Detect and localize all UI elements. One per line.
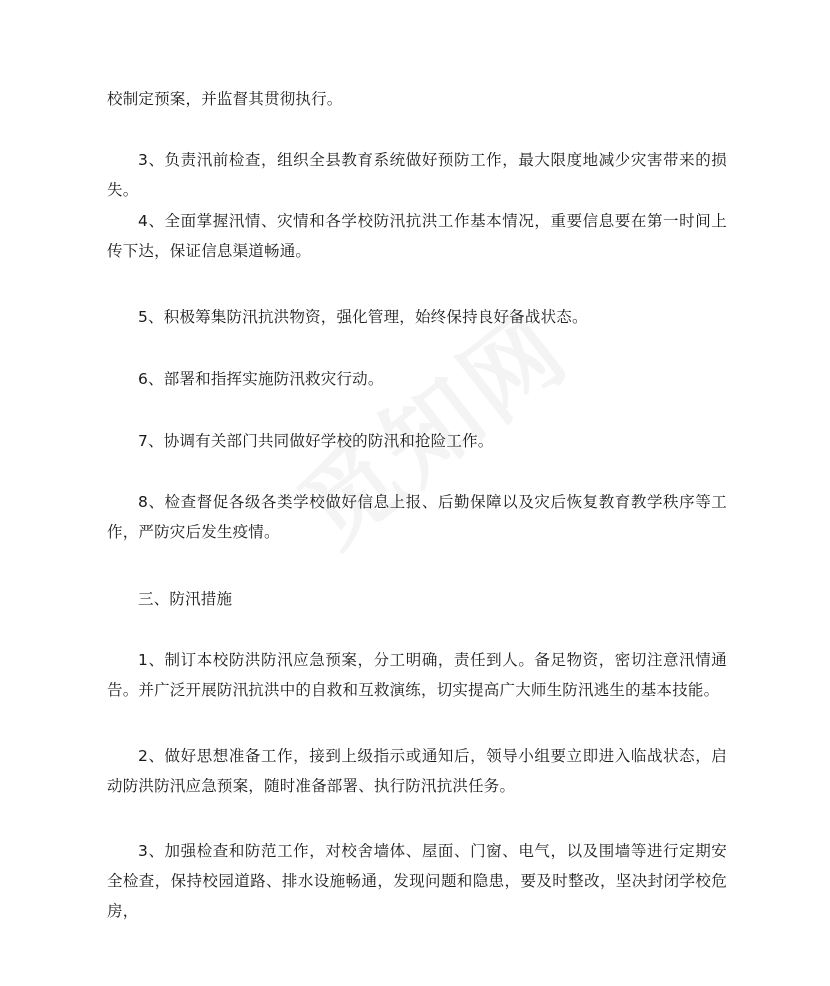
paragraph-item-3: 3、负责汛前检查，组织全县教育系统做好预防工作，最大限度地减少灾害带来的损失。 — [107, 151, 727, 199]
section-heading: 三、防汛措施 — [138, 590, 233, 608]
paragraph-item-8: 8、检查督促各级各类学校做好信息上报、后勤保障以及灾后恢复教育教学秩序等工作，严防灾后发生疫情。 — [107, 493, 727, 541]
measure-item-2: 2、做好思想准备工作，接到上级指示或通知后，领导小组要立即进入临战状态，启动防洪防汛应急预案，随时准备部署、执行防汛抗洪任务。 — [107, 747, 727, 795]
paragraph-item-6: 6、部署和指挥实施防汛救灾行动。 — [138, 370, 384, 388]
measure-item-3: 3、加强检查和防范工作，对校舍墙体、屋面、门窗、电气，以及围墙等进行定期安全检查，保持校园道路、排水设施畅通，发现问题和隐患，要及时整改，坚决封闭学校危房， — [107, 842, 727, 920]
paragraph-item-7: 7、协调有关部门共同做好学校的防汛和抢险工作。 — [138, 432, 494, 450]
paragraph-item-4: 4、全面掌握汛情、灾情和各学校防汛抗洪工作基本情况，重要信息要在第一时间上传下达，保证信息渠道畅通。 — [107, 212, 727, 260]
measure-item-1: 1、制订本校防洪防汛应急预案，分工明确，责任到人。备足物资，密切注意汛情通告。并广泛开展防汛抗洪中的自救和互救演练，切实提高广大师生防汛逃生的基本技能。 — [107, 651, 727, 699]
paragraph-continuation: 校制定预案，并监督其贯彻执行。 — [107, 90, 343, 108]
paragraph-item-5: 5、积极筹集防汛抗洪物资，强化管理，始终保持良好备战状态。 — [138, 308, 588, 326]
